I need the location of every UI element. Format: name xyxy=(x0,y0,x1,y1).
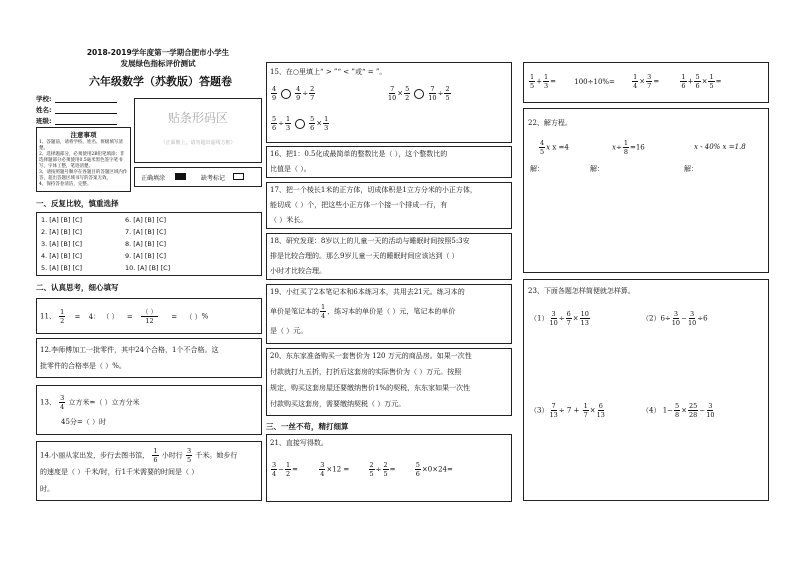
q22-eq2: x÷ $\frac{1}{8}$ =16 xyxy=(612,139,645,156)
q14-box xyxy=(36,441,262,501)
barcode-area xyxy=(134,98,262,163)
q22-eq3: x - 40% x =1.8 xyxy=(694,143,746,151)
q17-line1: 17、把一个棱长1米的正方体，切成体积是1立方分米的小正方体， xyxy=(270,186,477,194)
q21-box xyxy=(266,434,512,502)
mc-item[interactable]: 10. [A] [B] [C] xyxy=(125,264,171,272)
q17-line2: 能切成（ ）个，把这些小正方体一个接一个排成一行，有 xyxy=(270,201,448,209)
q14-line3: 时。 xyxy=(40,485,54,493)
mc-item[interactable]: 6. [A] [B] [C] xyxy=(125,216,167,224)
q22-solve-3: 解： xyxy=(684,165,698,173)
q18-line2: 排是比较合理的。那么9岁儿童一天的睡眠时间应该达到（ ） xyxy=(270,252,459,260)
q23-box xyxy=(523,279,769,501)
q22-box xyxy=(523,108,769,273)
school-field[interactable] xyxy=(55,95,117,103)
correct-fill-mark xyxy=(175,173,186,180)
q23-p4: （4） 1− $\frac{5}{8}$ × $\frac{25}{28}$ − $\frac{3}{10}$ xyxy=(642,402,715,419)
q22-solve-2: 解： xyxy=(590,165,604,173)
page-title: 六年级数学（苏教版）答题卷 xyxy=(89,75,232,88)
q23-p1: （1） $\frac{3}{10}$ ÷ $\frac{6}{7}$ × $\frac{10}{13}$ xyxy=(530,310,589,327)
correct-fill-label: 正确填涂 xyxy=(141,175,166,182)
q15-row1: $\frac{4}{9}$ $\frac{4}{9}$ ÷ $\frac{2}{7}$ xyxy=(272,85,315,102)
q19-box xyxy=(266,284,512,344)
q19-line2: 单价是笔记本的 $\frac{1}{4}$ ，练习本的单价是（ ）元，笔记本的单价 xyxy=(270,303,456,320)
q18-line1: 18、研究发现：8岁以上的儿童一天的活动与睡眠时间按照5:3安 xyxy=(270,237,470,245)
notes-box xyxy=(36,127,131,192)
section-2-title: 二、认真思考，细心填写 xyxy=(36,283,119,292)
header-line2: 发展绿色指标评价测试 xyxy=(120,59,196,68)
q20-line3: 规定，购买这套房屋还要缴纳售价1%的契税，东东家如果一次性 xyxy=(270,384,471,392)
name-label: 姓名: xyxy=(36,105,117,114)
q12-line2: 批零件的合格率是（ ）%。 xyxy=(40,362,126,370)
mc-item[interactable]: 4. [A] [B] [C] xyxy=(41,252,83,260)
notes-item-3: 3、请按照题号顺序在各题目的答题区域内作答，超出答题区域书写的答案无效。 xyxy=(39,170,128,181)
mc-item[interactable]: 7. [A] [B] [C] xyxy=(125,228,167,236)
q21-text: 21、直接写得数。 xyxy=(270,439,328,447)
q12-box xyxy=(36,338,262,378)
mc-item[interactable]: 3. [A] [B] [C] xyxy=(41,240,83,248)
notes-item-1: 1、答题前，请将学校、姓名、班级填写清楚。 xyxy=(39,140,123,151)
q11-text: 11、 $\frac{1}{2}$ = 4： （ ） = $\frac{( )}{12}$ = （ ）% xyxy=(40,308,209,325)
class-field[interactable] xyxy=(55,117,117,125)
q20-line1: 20、东东家准备购买一套售价为 120 万元的商品房。如果一次性 xyxy=(270,352,472,360)
q14-line2: 的速度是（ ）千米/时，行1千米需要的时间是（ ） xyxy=(40,468,199,476)
header-line1: 2018-2019学年度第一学期合肥市小学生 xyxy=(86,48,230,57)
q20-line4: 付款购买这套房，需要缴纳契税（ ）万元。 xyxy=(270,400,406,408)
q21-row: $\frac{3}{4}$ − $\frac{1}{2}$ = $\frac{3}{4}$ ×12 = $\frac{2}{5}$ ÷ $\frac{2}{5}$ = $\frac{5}{6}$ ×0×24= xyxy=(272,461,453,478)
q20-line2: 付款就打九五折，打折后这套房的实际售价为（ ）万元。按照 xyxy=(270,368,462,376)
q18-line3: 小时才比较合理。 xyxy=(270,267,326,275)
absent-mark-label: 缺考标记 xyxy=(201,175,226,182)
q12-line1: 12.李师傅加工一批零件，其中24个合格，1个不合格。这 xyxy=(40,346,219,354)
mc-item[interactable]: 8. [A] [B] [C] xyxy=(125,240,167,248)
section-1-title: 一、反复比较，慎重选择 xyxy=(36,199,119,208)
barcode-title: 贴条形码区 xyxy=(167,111,228,125)
q17-box xyxy=(266,182,512,229)
q13-box xyxy=(36,385,262,435)
mc-item[interactable]: 5. [A] [B] [C] xyxy=(41,264,83,272)
compare-circle[interactable] xyxy=(281,89,291,99)
barcode-hint: （正面朝上，请勿超出虚线方框） xyxy=(160,140,236,146)
q13-line2: 45分=（ ）时 xyxy=(61,418,106,426)
q14-line1: 14.小丽从家出发，步行去图书馆， $\frac{1}{6}$ 小时行 $\frac{3}{5}$ 千米。她步行 xyxy=(40,447,238,464)
compare-circle[interactable] xyxy=(295,119,305,129)
class-label: 班级: xyxy=(36,116,117,125)
q11-box xyxy=(36,298,262,334)
calc-box xyxy=(523,62,769,103)
q19-line1: 19、小红买了2本笔记本和6本练习本，共用去21元。练习本的 xyxy=(270,288,465,296)
q19-line3: 是（ ）元。 xyxy=(270,327,308,335)
absent-mark-box[interactable] xyxy=(233,173,244,180)
q20-box xyxy=(266,348,512,416)
mc-box xyxy=(36,212,262,276)
school-label: 学校: xyxy=(36,94,117,103)
notes-item-4: 4、保持答卷清洁，完整。 xyxy=(39,182,92,187)
mc-item[interactable]: 2. [A] [B] [C] xyxy=(41,228,83,236)
q16-line2: 比值是（ ）。 xyxy=(270,165,311,173)
q23-p2: （2）6÷ $\frac{3}{10}$ − $\frac{3}{10}$ ÷6 xyxy=(642,310,708,327)
notes-title: 注意事项 xyxy=(70,131,97,139)
name-field[interactable] xyxy=(55,106,117,114)
fill-legend xyxy=(134,167,262,187)
compare-circle[interactable] xyxy=(414,89,424,99)
mc-item[interactable]: 1. [A] [B] [C] xyxy=(41,216,83,224)
q15-box xyxy=(266,62,512,143)
q13-line1: 13、 $\frac{3}{4}$ 立方米=（ ）立方分米 xyxy=(40,394,140,411)
q16-line1: 16、把1：0.5化成最简单的整数比是（ ），这个整数比的 xyxy=(270,150,448,158)
q16-box xyxy=(266,146,512,178)
q23-p3: （3） $\frac{7}{13}$ ÷ 7 + $\frac{1}{7}$ × $\frac{6}{13}$ xyxy=(530,402,605,419)
calc-row: $\frac{1}{5}$ + $\frac{1}{3}$ = 100÷10%= $\frac{1}{4}$ × $\frac{3}{7}$ = $\frac{1}{6}$ + $\frac{5}{6}$ × $\frac{1}{5}$ = xyxy=(530,73,722,90)
mc-item[interactable]: 9. [A] [B] [C] xyxy=(125,252,167,260)
section-3-title: 三、一丝不苟，精打细算 xyxy=(266,422,349,431)
q23-text: 23、下面各题怎样简便就怎样算。 xyxy=(528,287,635,295)
notes-item-2: 2、选择题部分，必须使用2B铅笔填涂；非选择题部分必须使用0.5毫米黑色签字笔书写，字体工整，笔迹清楚。 xyxy=(39,152,125,169)
q18-box xyxy=(266,233,512,280)
q15-text: 15、在○里填上“ > ”“ < ”或“ = ”。 xyxy=(270,68,387,76)
q15-row1b: $\frac{7}{10}$ × $\frac{5}{2}$ $\frac{7}{10}$ ÷ $\frac{2}{5}$ xyxy=(388,85,450,102)
q15-row2: $\frac{5}{6}$ ÷ $\frac{1}{3}$ $\frac{5}{6}$ × $\frac{1}{3}$ xyxy=(272,115,329,132)
q22-text: 22、解方程。 xyxy=(528,119,572,127)
q22-solve-1: 解： xyxy=(530,165,544,173)
q22-equations: $\frac{4}{5}$ x x =4 xyxy=(540,139,569,156)
q17-line3: （ ）米长。 xyxy=(270,216,308,224)
